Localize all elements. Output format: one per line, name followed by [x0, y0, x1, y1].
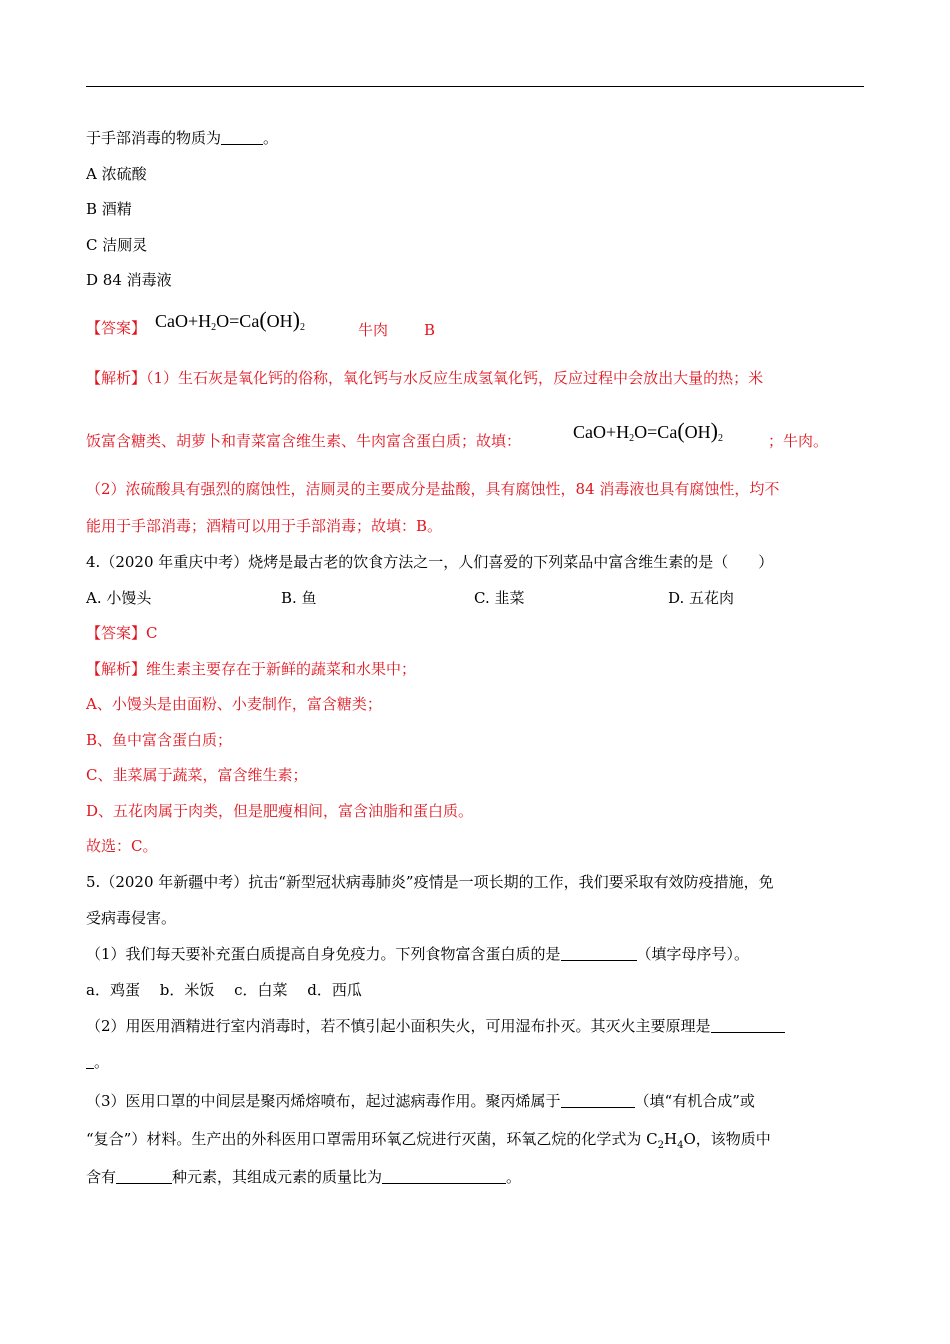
- q4-analysis-line: C、韭菜属于蔬菜，富含维生素；: [86, 766, 308, 784]
- q3-answer-2: 牛肉: [358, 321, 389, 339]
- answer-blank: [382, 1169, 506, 1184]
- answer-blank: [561, 946, 637, 961]
- answer-blank: [86, 1054, 94, 1069]
- q3-answer-formula: $CaO+H_2O=Ca(OH)_2$: [155, 307, 305, 333]
- q4-analysis-line: A、小馒头是由面粉、小麦制作，富含糖类；: [86, 695, 382, 713]
- q5-part-2-end: 。: [86, 1052, 109, 1072]
- q3-option-b: B 酒精: [86, 200, 132, 218]
- q5-part-1: （1）我们每天要补充蛋白质提高自身免疫力。下列食物富含蛋白质的是 （填字母序号）。: [86, 945, 750, 963]
- q5-part-3c: 含有 种元素，其组成元素的质量比为 。: [86, 1168, 522, 1186]
- q3-analysis-1a: 【解析】（1）生石灰是氧化钙的俗称，氧化钙与水反应生成氢氧化钙，反应过程中会放出大量的热；米: [86, 369, 764, 387]
- q3-analysis-formula: $CaO+H_2O=Ca(OH)_2$: [573, 418, 723, 444]
- q5-part-3b: “复合”）材料。生产出的外科医用口罩需用环氧乙烷进行灭菌，环氧乙烷的化学式为 $C_2H_4O$，该物质中: [86, 1130, 771, 1151]
- q3-option-c: C 洁厕灵: [86, 236, 148, 254]
- q3-option-d: D 84 消毒液: [86, 271, 172, 289]
- q3-analysis-2b: 能用于手部消毒；酒精可以用于手部消毒；故填：B。: [86, 517, 443, 535]
- q5-part-2: （2）用医用酒精进行室内消毒时，若不慎引起小面积失火，可用湿布扑灭。其灭火主要原理是: [86, 1016, 785, 1036]
- answer-blank: [711, 1018, 785, 1033]
- q5-stem-b: 受病毒侵害。: [86, 909, 177, 927]
- q4-option-a: A. 小馒头: [86, 589, 152, 607]
- q3-answer-3: B: [424, 321, 436, 339]
- answer-blank: [221, 130, 263, 145]
- q4-option-c: C. 韭菜: [474, 589, 525, 607]
- q4-option-d: D. 五花肉: [668, 589, 735, 607]
- q5-stem-a: 5.（2020 年新疆中考）抗击“新型冠状病毒肺炎”疫情是一项长期的工作，我们要采取有效防疫措施，免: [86, 873, 774, 891]
- q4-stem: 4.（2020 年重庆中考）烧烤是最古老的饮食方法之一，人们喜爱的下列菜品中富含维生素的是（ ）: [86, 553, 774, 571]
- q5-part-1-options: a．鸡蛋 b．米饭 c．白菜 d．西瓜: [86, 981, 362, 999]
- answer-blank: [561, 1093, 635, 1108]
- q3-option-a: A 浓硫酸: [86, 165, 147, 183]
- q4-analysis-line: 故选：C。: [86, 837, 158, 855]
- q3-answer: 【答案】: [86, 319, 147, 337]
- q3-stem-end: 于手部消毒的物质为 。: [86, 129, 279, 147]
- q4-analysis-line: D、五花肉属于肉类，但是肥瘦相间，富含油脂和蛋白质。: [86, 802, 474, 820]
- q4-answer: 【答案】C: [86, 624, 158, 642]
- q5-part-3a: （3）医用口罩的中间层是聚丙烯熔喷布，起过滤病毒作用。聚丙烯属于 （填“有机合成”或: [86, 1092, 755, 1110]
- q4-analysis-line: B、鱼中富含蛋白质；: [86, 731, 233, 749]
- answer-blank: [116, 1169, 172, 1184]
- q3-analysis-2a: （2）浓硫酸具有强烈的腐蚀性，洁厕灵的主要成分是盐酸，具有腐蚀性，84 消毒液也具有腐蚀性，均不: [86, 480, 780, 498]
- q4-analysis-line: 【解析】维生素主要存在于新鲜的蔬菜和水果中；: [86, 660, 417, 678]
- q4-option-b: B. 鱼: [281, 589, 317, 607]
- q3-analysis-1c: ；牛肉。: [768, 432, 829, 450]
- q3-analysis-1b: 饭富含糖类、胡萝卜和青菜富含维生素、牛肉富含蛋白质；故填：: [86, 432, 522, 450]
- header-rule: [86, 86, 864, 87]
